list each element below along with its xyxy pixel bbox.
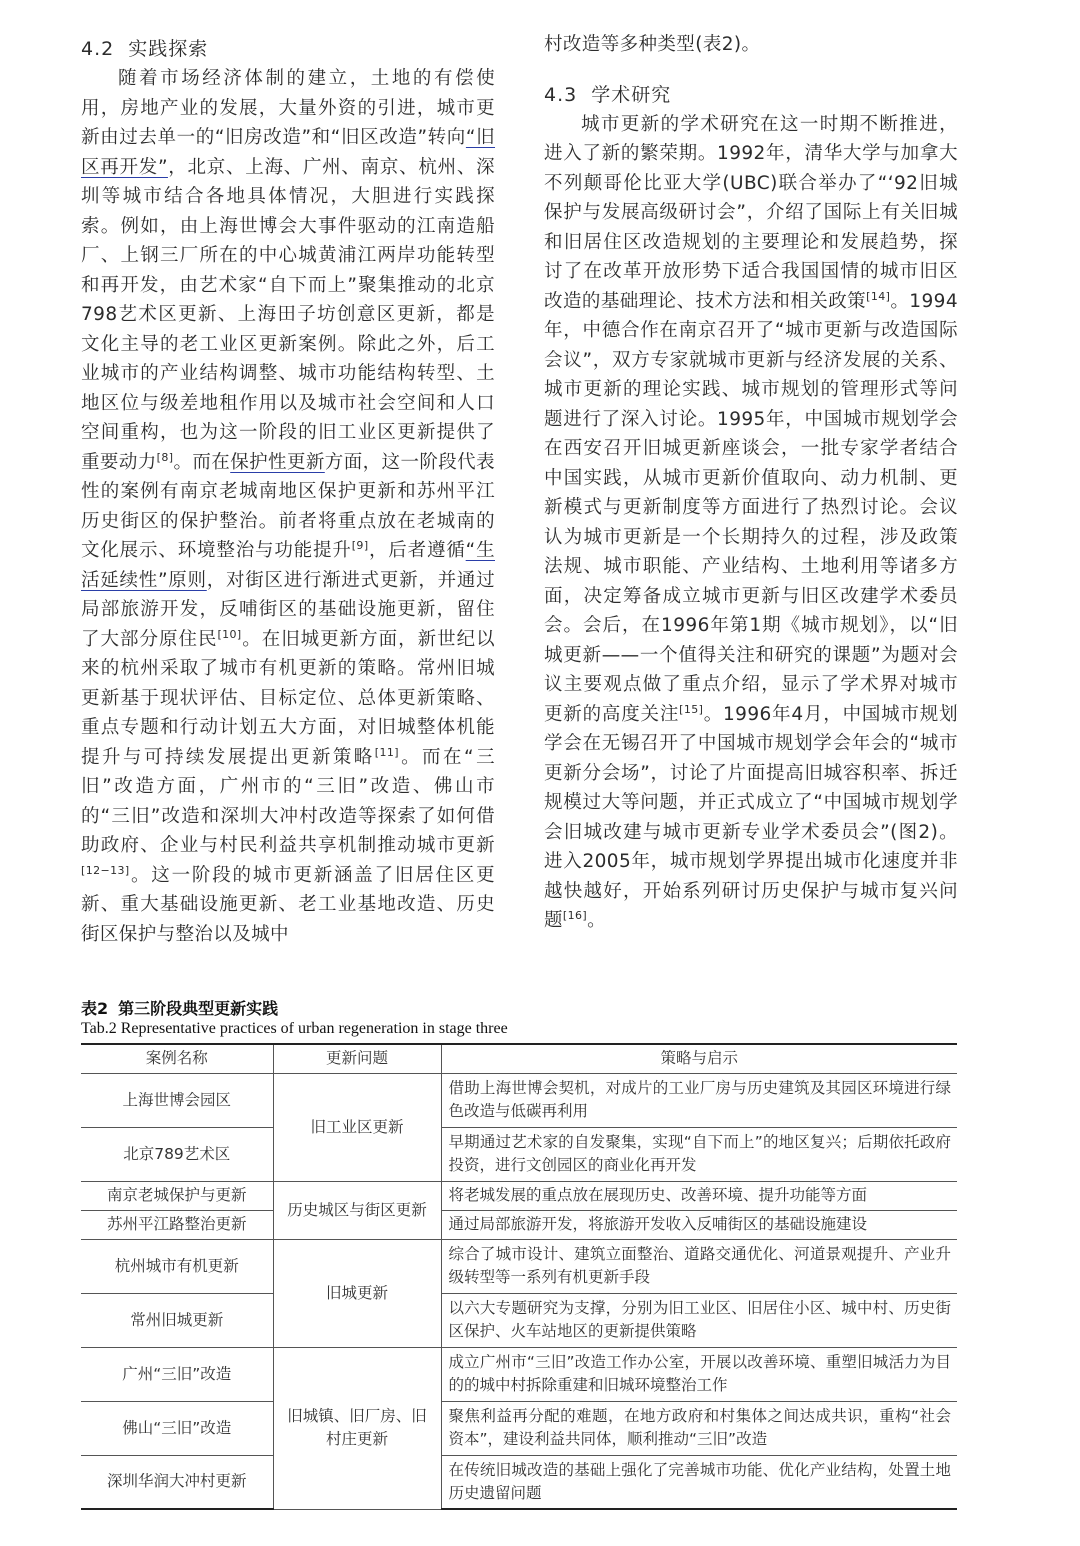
cell-strategy: 通过局部旅游开发，将旅游开发收入反哺街区的基础设施建设 — [441, 1210, 957, 1239]
section-title: 学术研究 — [591, 83, 672, 106]
table-row — [81, 1127, 957, 1181]
cell-case: 北京789艺术区 — [81, 1127, 273, 1181]
citation-ref: [16] — [562, 908, 588, 922]
section-number: 4.3 — [544, 83, 578, 106]
citation-ref: [14] — [866, 289, 891, 303]
text-run: 。而在 — [173, 451, 231, 473]
text-run: 。 — [587, 910, 606, 931]
underlined-term: “生活延续性”原则 — [81, 540, 495, 591]
table-caption — [81, 998, 957, 1039]
citation-ref: [10] — [217, 627, 242, 641]
cell-case: 上海世博会园区 — [81, 1073, 273, 1127]
cell-case: 杭州城市有机更新 — [81, 1239, 273, 1293]
table-row — [81, 1073, 957, 1127]
cell-case: 广州“三旧”改造 — [81, 1347, 273, 1401]
section-heading-4-2 — [81, 34, 495, 64]
column-header-case: 案例名称 — [81, 1044, 273, 1073]
cell-strategy: 以六大专题研究为支撑，分别为旧工业区、旧居住小区、城中村、历史街区保护、火车站地区的更新提供策略 — [441, 1293, 957, 1347]
cell-case: 深圳华润大冲村更新 — [81, 1455, 273, 1509]
citation-ref: [11] — [374, 745, 399, 759]
text-run: 方面，这一阶段代表性的案例有南京老城南地区保护更新和苏州平江历史街区的保护整治。前者将重点放在老城南的文化展示、环境整治与功能提升 — [81, 451, 495, 561]
continued-paragraph: 村改造等多种类型(表2)。 — [544, 34, 761, 55]
cell-case: 常州旧城更新 — [81, 1293, 273, 1347]
table-title-en: Tab.2 Representative practices of urban regeneration in stage three — [81, 1020, 508, 1037]
text-run: 。这一阶段的城市更新涵盖了旧居住区更新、重大基础设施更新、老工业基地改造、历史街区保护与整治以及城中 — [81, 864, 495, 945]
body-paragraph — [544, 110, 958, 936]
text-run: 城市更新的学术研究在这一时期不断推进，进入了新的繁荣期。1992年，清华大学与加拿大不列颠哥伦比亚大学(UBC)联合举办了“‘92旧城保护与发展高级研讨会”，介绍了国际上有关旧城和旧居住区改造规划的主要理论和发展趋势，探讨了在改革开放形势下适合我国国情的城市旧区改造的基础理论、技术方法和相关政策 — [544, 113, 958, 312]
table-row — [81, 1181, 957, 1210]
cell-issue: 历史城区与街区更新 — [273, 1181, 441, 1239]
column-header-issue: 更新问题 — [273, 1044, 441, 1073]
column-header-strategy: 策略与启示 — [441, 1044, 957, 1073]
cell-strategy: 将老城发展的重点放在展现历史、改善环境、提升功能等方面 — [441, 1181, 957, 1210]
cell-issue: 旧城更新 — [273, 1239, 441, 1347]
citation-ref: [9] — [351, 538, 369, 552]
practices-table — [81, 1043, 957, 1510]
table-row — [81, 1239, 957, 1293]
cell-case: 南京老城保护与更新 — [81, 1181, 273, 1210]
cell-issue: 旧城镇、旧厂房、旧村庄更新 — [273, 1347, 441, 1509]
table-row — [81, 1210, 957, 1239]
cell-strategy: 在传统旧城改造的基础上强化了完善城市功能、优化产业结构，处置土地历史遗留问题 — [441, 1455, 957, 1509]
right-column — [544, 30, 958, 936]
cell-strategy: 综合了城市设计、建筑立面整治、道路交通优化、河道景观提升、产业升级转型等一系列有机更新手段 — [441, 1239, 957, 1293]
text-run: 随着市场经济体制的建立，土地的有偿使用，房地产业的发展，大量外资的引进，城市更新由过去单一的“旧房改造”和“旧区改造”转向 — [81, 68, 495, 148]
table-row — [81, 1347, 957, 1401]
table-title-cn — [81, 998, 957, 1019]
text-run: 。在旧城更新方面，新世纪以来的杭州采取了城市有机更新的策略。常州旧城更新基于现状评估、目标定位、总体更新策略、重点专题和行动计划五大方面，对旧城整体机能提升与可持续发展提出更新策略 — [81, 628, 495, 768]
body-paragraph — [81, 64, 495, 949]
section-heading-4-3 — [544, 80, 958, 110]
cell-strategy: 聚焦利益再分配的难题，在地方政府和村集体之间达成共识，重构“社会资本”，建设利益共同体，顺利推动“三旧”改造 — [441, 1401, 957, 1455]
cell-strategy: 成立广州市“三旧”改造工作办公室，开展以改善环境、重塑旧城活力为目的的城中村拆除重建和旧城环境整治工作 — [441, 1347, 957, 1401]
citation-ref: [15] — [679, 702, 704, 716]
cell-strategy: 借助上海世博会契机，对成片的工业厂房与历史建筑及其园区环境进行绿色改造与低碳再利用 — [441, 1073, 957, 1127]
citation-ref: [8] — [156, 450, 174, 464]
table-title-text: 第三阶段典型更新实践 — [118, 999, 279, 1018]
cell-case: 苏州平江路整治更新 — [81, 1210, 273, 1239]
table-row — [81, 1455, 957, 1509]
table-row — [81, 1293, 957, 1347]
table-row — [81, 1401, 957, 1455]
text-run: 。1994年，中德合作在南京召开了“城市更新与改造国际会议”，双方专家就城市更新与经济发展的关系、城市更新的理论实践、城市规划的管理形式等问题进行了深入讨论。1995年，中国城市规划学会在西安召开旧城更新座谈会，一批专家学者结合中国实践，从城市更新价值取向、动力机制、更新模式与更新制度等方面进行了热烈讨论。会议认为城市更新是一个长期持久的过程，涉及政策法规、城市职能、产业结构、土地利用等诸多方面，决定筹备成立城市更新与旧区改建学术委员会。会后，在1996年第1期《城市规划》，以“旧城更新——一个值得关注和研究的课题”为题对会议主要观点做了重点介绍，显示了学术界对城市更新的高度关注 — [544, 290, 958, 725]
table-label: 表2 — [81, 999, 109, 1018]
citation-ref: [12−13] — [81, 863, 130, 877]
cell-strategy: 早期通过艺术家的自发聚集，实现“自下而上”的地区复兴；后期依托政府投资，进行文创园区的商业化再开发 — [441, 1127, 957, 1181]
text-run: ，后者遵循 — [368, 540, 466, 561]
cell-issue: 旧工业区更新 — [273, 1073, 441, 1181]
left-column — [81, 30, 495, 949]
section-title: 实践探索 — [128, 38, 209, 60]
text-run: ，北京、上海、广州、南京、杭州、深圳等城市结合各地具体情况，大胆进行实践探索。例如，由上海世博会大事件驱动的江南造船厂、上钢三厂所在的中心城黄浦江两岸功能转型和再开发，由艺术家“自下而上”聚集推动的北京798艺术区更新、上海田子坊创意区更新，都是文化主导的老工业区更新案例。除此之外，后工业城市的产业结构调整、城市功能结构转型、土地区位与级差地租作用以及城市社会空间和人口空间重构，也为这一阶段的旧工业区更新提供了重要动力 — [81, 156, 495, 473]
text-run: ，对街区进行渐进式更新，并通过局部旅游开发，反哺街区的基础设施更新，留住了大部分原住民 — [81, 569, 495, 650]
cell-case: 佛山“三旧”改造 — [81, 1401, 273, 1455]
section-number: 4.2 — [81, 38, 115, 60]
text-run: 。而在“三旧”改造方面，广州市的“三旧”改造、佛山市的“三旧”改造和深圳大冲村改造等探索了如何借助政府、企业与村民利益共享机制推动城市更新 — [81, 746, 495, 856]
table-header-row — [81, 1044, 957, 1073]
underlined-term: 保护性更新 — [230, 451, 325, 473]
underlined-term: “旧区再开发” — [81, 127, 496, 178]
text-run: 。1996年4月，中国城市规划学会在无锡召开了中国城市规划学会年会的“城市更新分会场”，讨论了片面提高旧城容积率、拆迁规模过大等问题，并正式成立了“中国城市规划学会旧城改建与城市更新专业学术委员会”(图2)。进入2005年，城市规划学界提出城市化速度并非越快越好，开始系列研讨历史保护与城市复兴问题 — [544, 703, 958, 931]
